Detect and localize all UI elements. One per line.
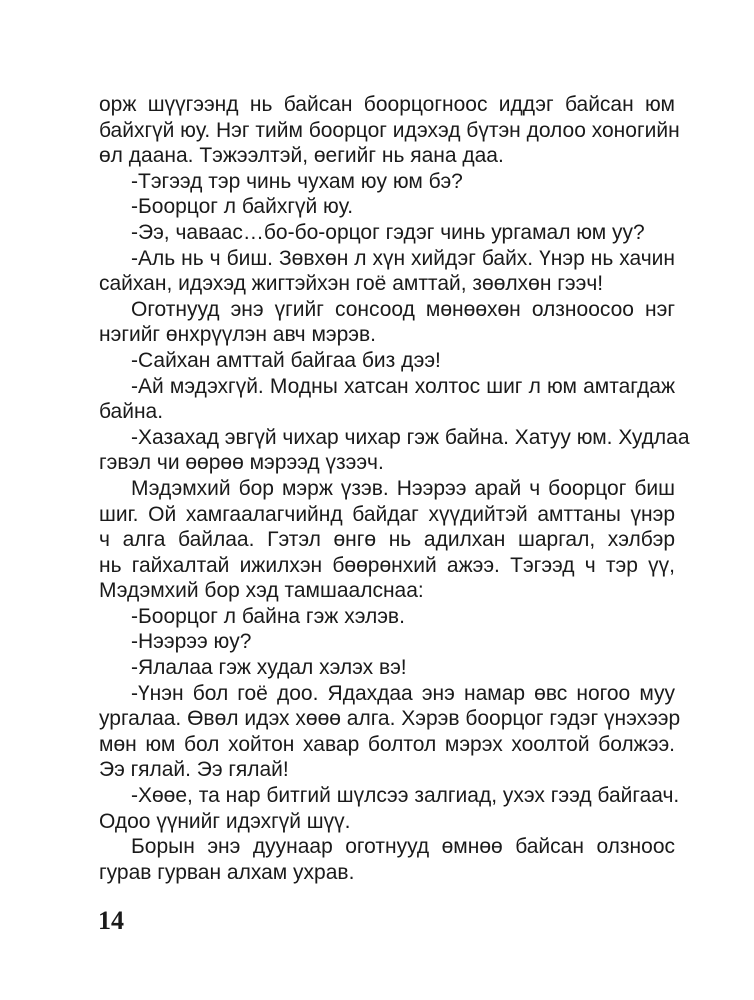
- text-line: -Аль нь ч биш. Зөвхөн л хүн хийдэг байх. Үнэр нь хачин: [131, 246, 675, 270]
- text-line: -Ай мэдэхгүй. Модны хатсан холтос шиг л юм амтагдаж: [131, 374, 675, 398]
- text-line: Мэдэмхий бор хэд тамшаалснаа:: [99, 579, 424, 603]
- text-line: -Хөөе, та нар битгий шүлсээ залгиад, ухэх гээд байгаач.: [131, 784, 680, 808]
- text-line: шиг. Ой хамгаалагчийнд байдаг хүүдийтэй амттаны үнэр: [99, 502, 675, 526]
- text-line: Одоо үүнийг идэхгүй шүү.: [99, 809, 351, 833]
- text-line: -Ээ, чаваас…бо-бо-орцог гэдэг чинь ургамал юм уу?: [131, 220, 645, 244]
- text-line: байна.: [99, 400, 164, 424]
- text-line: Ээ гялай. Ээ гялай!: [99, 758, 289, 782]
- text-line: -Хазахад эвгүй чихар чихар гэж байна. Хатуу юм. Худлаа: [131, 425, 690, 449]
- text-line: -Боорцог л байхгүй юу.: [131, 195, 354, 219]
- text-line: өл даана. Тэжээлтэй, өегийг нь яана даа.: [99, 144, 504, 168]
- text-line: Борын энэ дуунаар оготнууд өмнөө байсан олзноос: [131, 835, 675, 859]
- text-line: байхгүй юу. Нэг тийм боорцог идэхэд бүтэн долоо хоногийн: [99, 118, 680, 142]
- text-line: -Тэгээд тэр чинь чухам юу юм бэ?: [131, 169, 463, 193]
- text-line: орж шүүгээнд нь байсан боорцогноос иддэг байсан юм: [99, 93, 675, 116]
- text-line: -Ялалаа гэж худал хэлэх вэ!: [131, 656, 407, 680]
- text-line: мөн юм бол хойтон хавар болтол мэрэх хоолтой болжээ.: [99, 732, 675, 756]
- text-line: нь гайхалтай ижилхэн бөөрөнхий ажээ. Тэгээд ч тэр үү,: [99, 553, 675, 577]
- page-number: 14: [98, 906, 124, 935]
- text-line: -Үнэн бол гоё доо. Ядахдаа энэ намар өвс ногоо муу: [131, 681, 675, 705]
- text-line: Оготнууд энэ үгийг сонсоод мөнөөхөн олзноосоо нэг: [131, 297, 675, 321]
- text-line: ч алга байлаа. Гэтэл өнгө нь адилхан шаргал, хэлбэр: [99, 528, 675, 552]
- text-line: нэгийг өнхрүүлэн авч мэрэв.: [99, 323, 376, 347]
- text-line: Мэдэмхий бор мэрж үзэв. Нээрээ арай ч боорцог биш: [131, 476, 675, 500]
- text-line: -Боорцог л байна гэж хэлэв.: [131, 604, 405, 628]
- text-line: -Сайхан амттай байгаа биз дээ!: [131, 348, 441, 372]
- text-line: сайхан, идэхэд жигтэйхэн гоё амттай, зөөлхөн гээч!: [99, 272, 604, 296]
- page-body-text: [99, 92, 690, 885]
- text-line: ургалаа. Өвөл идэх хөөө алга. Хэрэв боорцог гэдэг үнэхээр: [99, 707, 681, 731]
- text-line: гэвэл чи өөрөө мэрээд үзээч.: [99, 451, 384, 475]
- text-line: гурав гурван алхам ухрав.: [99, 860, 355, 884]
- text-line: -Нээрээ юу?: [131, 630, 252, 654]
